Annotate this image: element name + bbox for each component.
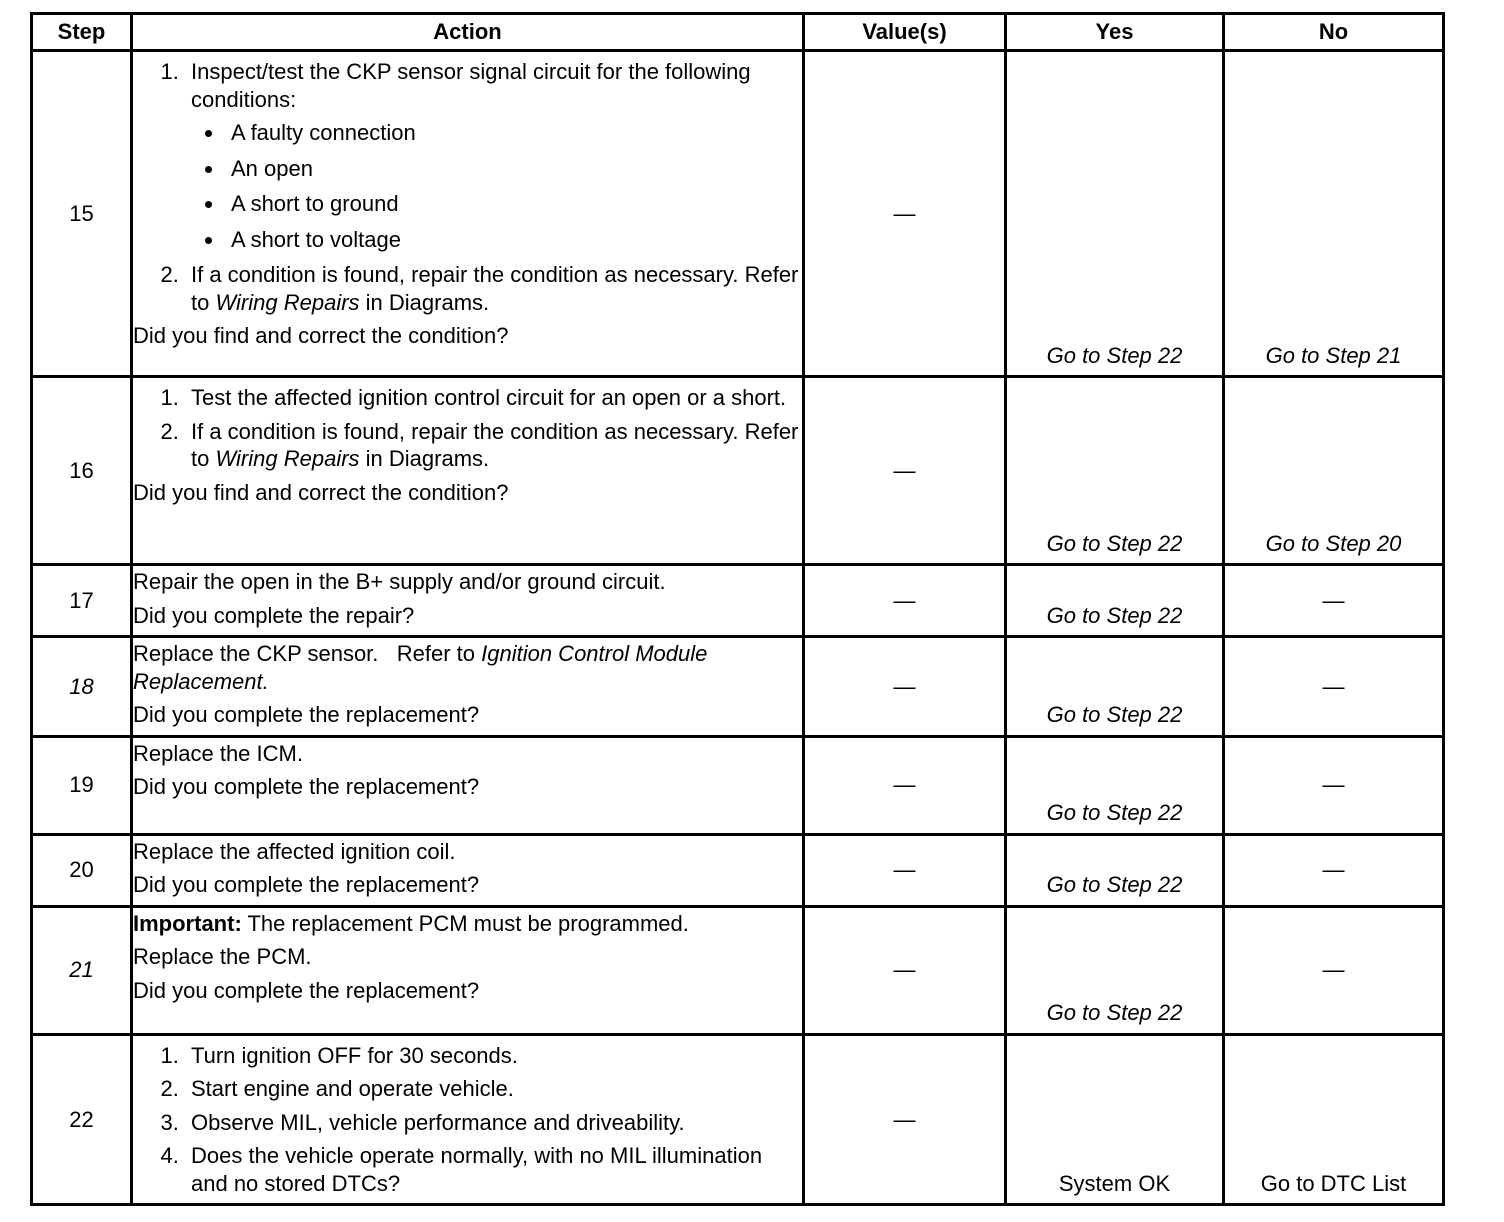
no-cell: — — [1224, 637, 1444, 737]
action-item: 4. Does the vehicle operate normally, with no MIL illumination and no stored DTCs? — [185, 1142, 802, 1197]
yes-cell: Go to Step 22 — [1006, 906, 1224, 1034]
action-cell — [132, 1034, 804, 1205]
yes-cell: Go to Step 22 — [1006, 377, 1224, 565]
header-row — [32, 14, 1444, 51]
header-values: Value(s) — [804, 14, 1006, 51]
action-question: Did you find and correct the condition? — [133, 323, 509, 348]
step-number: 21 — [32, 906, 132, 1034]
header-step: Step — [32, 14, 132, 51]
no-cell: Go to Step 21 — [1224, 51, 1444, 377]
condition-bullet: • A short to voltage — [225, 226, 802, 254]
action-item: 3. Observe MIL, vehicle performance and driveability. — [185, 1109, 802, 1137]
no-cell: — — [1224, 906, 1444, 1034]
yes-cell: Go to Step 22 — [1006, 834, 1224, 906]
value-cell: — — [804, 51, 1006, 377]
table-row-step-19 — [32, 736, 1444, 834]
action-question: Did you complete the replacement? — [133, 774, 480, 799]
step-number: 22 — [32, 1034, 132, 1205]
no-cell: Go to DTC List — [1224, 1034, 1444, 1205]
header-yes: Yes — [1006, 14, 1224, 51]
table-row-step-16 — [32, 377, 1444, 565]
action-question: Did you find and correct the condition? — [133, 479, 509, 505]
condition-bullet: • A short to ground — [225, 190, 802, 218]
no-cell: Go to Step 20 — [1224, 377, 1444, 565]
yes-cell: Go to Step 22 — [1006, 565, 1224, 637]
table-row-step-17 — [32, 565, 1444, 637]
action-item: 1. Turn ignition OFF for 30 seconds. — [185, 1042, 802, 1070]
no-cell: — — [1224, 834, 1444, 906]
condition-bullet: • A faulty connection — [225, 119, 802, 147]
value-cell: — — [804, 1034, 1006, 1205]
action-question: Did you complete the replacement? — [133, 872, 480, 897]
value-cell: — — [804, 637, 1006, 737]
header-no: No — [1224, 14, 1444, 51]
important-note: Important: The replacement PCM must be programmed. — [133, 910, 689, 936]
action-cell — [132, 51, 804, 377]
value-cell: — — [804, 377, 1006, 565]
step-number: 17 — [32, 565, 132, 637]
action-cell — [132, 377, 804, 565]
value-cell: — — [804, 906, 1006, 1034]
step-number: 18 — [32, 637, 132, 737]
no-cell: — — [1224, 565, 1444, 637]
step-number: 16 — [32, 377, 132, 565]
action-cell: Replace the CKP sensor. Refer to Ignition Control Module Replacement. Did you complete the replacement? — [132, 637, 804, 737]
action-question: Did you complete the repair? — [133, 602, 415, 628]
yes-cell: Go to Step 22 — [1006, 637, 1224, 737]
action-question: Did you complete the replacement? — [133, 702, 480, 727]
action-item: 2. If a condition is found, repair the condition as necessary. Refer to Wiring Repairs in Diagrams. — [185, 418, 802, 473]
action-item: 2. Start engine and operate vehicle. — [185, 1075, 802, 1103]
action-item: 2. If a condition is found, repair the condition as necessary. Refer to Wiring Repairs in Diagrams. — [185, 261, 802, 316]
step-number: 20 — [32, 834, 132, 906]
yes-cell: System OK — [1006, 1034, 1224, 1205]
action-item: 1. Inspect/test the CKP sensor signal circuit for the following conditions: • A faulty connection • An open • A short to ground • A short to voltage — [185, 58, 802, 253]
value-cell: — — [804, 736, 1006, 834]
condition-bullet: • An open — [225, 155, 802, 183]
yes-cell: Go to Step 22 — [1006, 736, 1224, 834]
diagnostic-table — [30, 12, 1445, 1206]
table-row-step-22 — [32, 1034, 1444, 1205]
no-cell: — — [1224, 736, 1444, 834]
action-question: Did you complete the replacement? — [133, 977, 480, 1003]
yes-cell: Go to Step 22 — [1006, 51, 1224, 377]
action-item: 1. Test the affected ignition control circuit for an open or a short. — [185, 384, 802, 412]
action-cell: Important: The replacement PCM must be programmed. Replace the PCM. Did you complete the replacement? — [132, 906, 804, 1034]
table-row-step-15 — [32, 51, 1444, 377]
action-cell: Replace the ICM. Did you complete the replacement? — [132, 736, 804, 834]
value-cell: — — [804, 834, 1006, 906]
table-row-step-21 — [32, 906, 1444, 1034]
step-number: 19 — [32, 736, 132, 834]
action-cell: Replace the affected ignition coil. Did you complete the replacement? — [132, 834, 804, 906]
table-row-step-18 — [32, 637, 1444, 737]
step-number: 15 — [32, 51, 132, 377]
value-cell: — — [804, 565, 1006, 637]
table-row-step-20 — [32, 834, 1444, 906]
header-action: Action — [132, 14, 804, 51]
action-cell: Repair the open in the B+ supply and/or ground circuit. Did you complete the repair? — [132, 565, 804, 637]
